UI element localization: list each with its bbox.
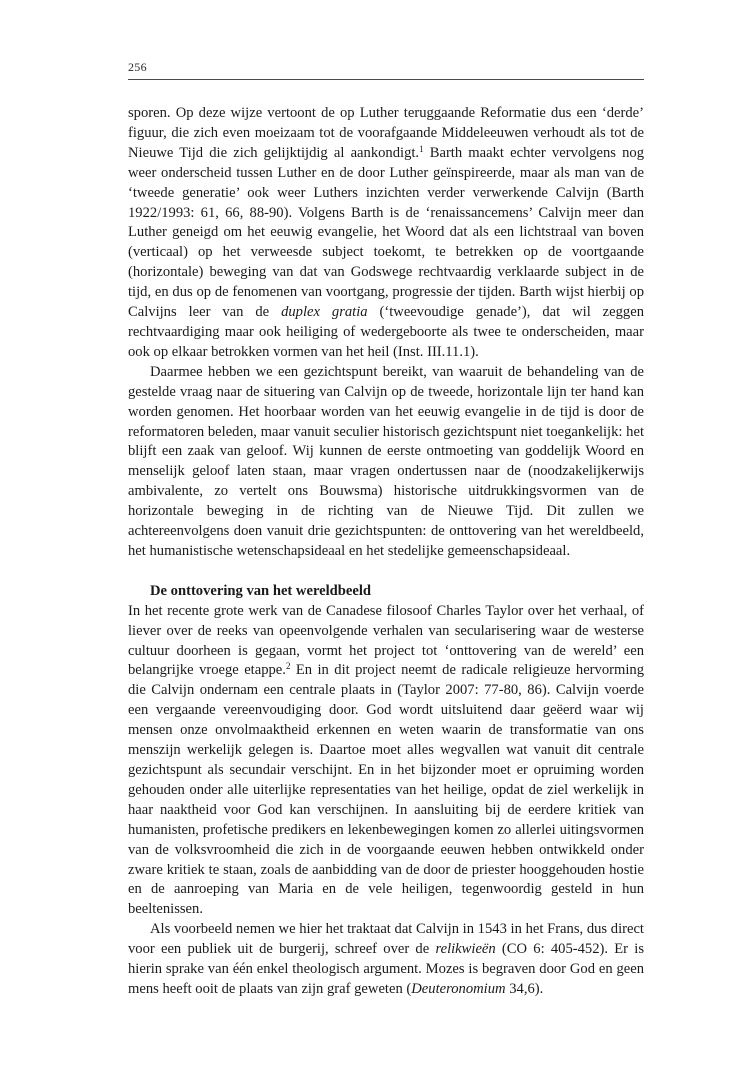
paragraph-3-text-b: En in dit project neemt de radicale religieuze hervorming die Calvijn ondernam een centrale plaats in (Taylor 2007: 77-80, 86). Calvijn voerde een vergaande vereenvoudiging door. God wordt uitsluitend daar geëerd waar wij mensen onze onvolmaaktheid erkennen en weten waarin de transformatie van ons menszijn werkelijk gelegen is. Daartoe moet alles wegvallen wat vanuit dit centrale gezichtspunt als secundair verschijnt. En in het bijzonder moet er opruiming worden gehouden onder alle uiterlijke representaties van het heilige, opdat de ziel werkelijk in haar naaktheid voor God kan verschijnen. In aansluiting bij de eerdere kritiek van humanisten, profetische predikers en lekenbewegingen komen zo allerlei uitingsvormen van de volksvroomheid die zich in de voorgaande eeuwen hebben ontwikkeld onder zware kritiek te staan, zoals de aanbidding van de door de priester hooggehouden hostie en de aanroeping van Maria en de vele heiligen, tegenwoordig gesteld in hun beeltenissen. xyxy=(128,662,645,918)
paragraph-4-text-a: Als voorbeeld nemen we hier het traktaat dat Calvijn in 1543 in het Frans, dus direct voor een publiek uit de burgerij, schreef over de xyxy=(128,921,644,958)
paragraph-1-text-b: Barth maakt echter vervolgens nog weer onderscheid tussen Luther en de door Luther geïnspireerde, maar als man van de ‘tweede generatie’ ook weer Luthers inzichten verder verwerkende Calvijn (Barth 1922/1993: 61, 66, 88-90). Volgens Barth is de ‘renaissancemens’ Calvijn meer dan Luther geneigd om het eeuwig evangelie, het Woord dat als een lichtstraal van boven (verticaal) op het verweesde subject toekomt, te betrekken op de voortgaande (horizontale) beweging van dat van Godswege rechtvaardig verklaarde subject in de tijd, en dus op de fenomenen van voortgang, progressie der tijden. Barth wijst hierbij op Calvijns leer van de xyxy=(128,144,645,321)
paragraph-4-text-c: 34,6). xyxy=(505,980,544,997)
body-text xyxy=(128,104,644,1000)
paragraph-2: Daarmee hebben we een gezichtspunt bereikt, van waaruit de behandeling van de gestelde vraag naar de situering van Calvijn op de tweede, horizontale lijn ter hand kan worden genomen. Het hoorbaar worden van het eeuwig evangelie in de tijd is door de reformatoren beleden, maar vanuit seculier historisch gezichtspunt niet toegankelijk: het blijft een zaak van geloof. Wij kunnen de eerste ontmoeting van goddelijk Woord en menselijk geloof laten staan, maar vragen ondertussen naar de (noodzakelijkerwijs ambivalente, zo vertelt ons Bouwsma) historische uitdrukkingsvormen van de horizontale beweging in de richting van de Nieuwe Tijd. Dit zullen we achtereenvolgens doen vanuit drie gezichtspunten: de onttovering van het wereldbeeld, het humanistische wetenschapsideaal en het stedelijke gemeenschapsideaal. xyxy=(128,363,644,559)
paragraph-3 xyxy=(128,602,644,921)
footnote-ref-2[interactable]: 2 xyxy=(285,661,291,672)
page-number: 256 xyxy=(128,60,147,74)
paragraph-1-text-c: (‘tweevoudige genade’), dat wil zeggen rechtvaardiging maar ook heiliging of wedergeboorte als twee te onderscheiden, maar ook op elkaar betrokken vormen van het heil (Inst. III.11.1). xyxy=(128,304,644,360)
footnote-ref-1[interactable]: 1 xyxy=(419,143,424,154)
latin-term-duplex-gratia: duplex gratia xyxy=(281,304,368,321)
paragraph-3-text-a: In het recente grote werk van de Canadese filosoof Charles Taylor over het verhaal, of liever over de reeks van opeenvolgende verhalen van secularisering waar de westerse cultuur doorheen is gegaan, vormt het project tot ‘onttovering van de wereld’ een belangrijke vroege etappe. xyxy=(128,602,644,679)
bible-reference: Deuteronomium xyxy=(411,980,506,997)
term-relikwieen: relikwieën xyxy=(435,941,496,958)
paragraph-4 xyxy=(128,920,644,1000)
section-heading: De onttovering van het wereldbeeld xyxy=(150,582,372,599)
paragraph-4-text-b: (CO 6: 405-452). Er is hierin sprake van één enkel theologisch argument. Mozes is begraven door God en geen mens heeft ooit de plaats van zijn graf geweten ( xyxy=(128,941,644,997)
paragraph-1-text-a: sporen. Op deze wijze vertoont de op Luther teruggaande Reformatie dus een ‘derde’ figuur, die zich even moeizaam tot de voorafgaande Middeleeuwen verhoudt als tot de Nieuwe Tijd die zich gelijktijdig al aankondigt. xyxy=(128,105,644,161)
header-rule xyxy=(128,79,644,80)
paragraph-1 xyxy=(128,104,644,363)
